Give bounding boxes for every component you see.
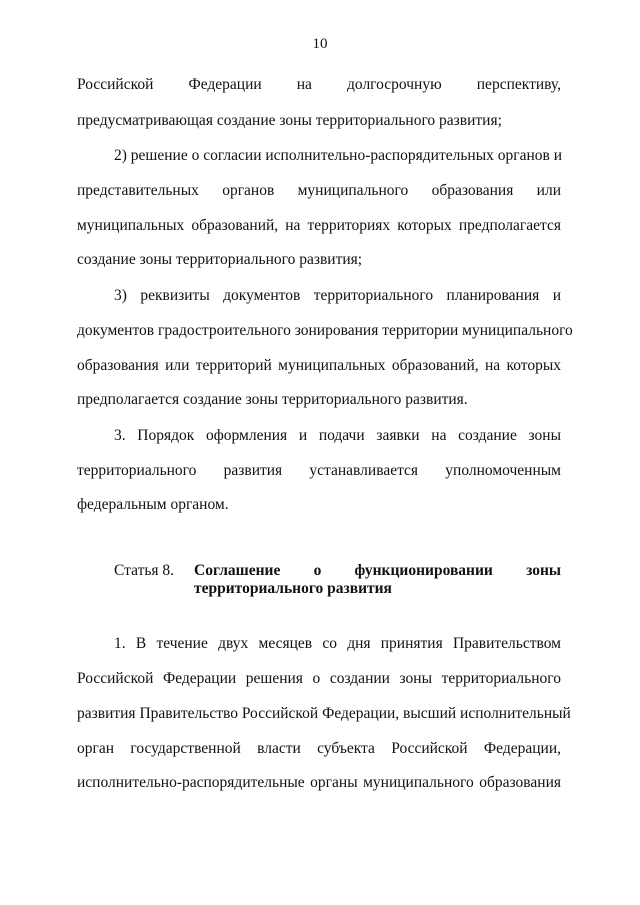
text-line: орган государственной власти субъекта Российской Федерации, (77, 740, 561, 757)
text-line: Российской Федерации на долгосрочную перспективу, (77, 76, 561, 93)
text-line: 2) решение о согласии исполнительно-распорядительных органов и (114, 147, 563, 164)
text-line: Российской Федерации решения о создании зоны территориального (77, 670, 561, 687)
page-number: 10 (312, 36, 328, 52)
text-line: территориального развития устанавливается уполномоченным (77, 462, 561, 479)
article-title-line1: Соглашение о функционировании зоны (194, 562, 561, 579)
text-line: создание зоны территориального развития; (77, 251, 363, 268)
text-line: образования или территорий муниципальных образований, на которых (77, 357, 561, 374)
text-line: развития Правительство Российской Федерации, высший исполнительный (77, 705, 571, 722)
text-line: федеральным органом. (77, 496, 229, 513)
text-line: представительных органов муниципального образования или (77, 182, 561, 199)
text-line: предусматривающая создание зоны территориального развития; (77, 112, 502, 129)
text-line: документов градостроительного зонирования территории муниципального (77, 322, 573, 339)
text-line: 1. В течение двух месяцев со дня принятия Правительством (114, 635, 561, 652)
text-line: предполагается создание зоны территориального развития. (77, 391, 468, 408)
text-line: муниципальных образований, на территориях которых предполагается (77, 217, 561, 234)
text-line: исполнительно-распорядительные органы муниципального образования (77, 774, 561, 791)
article-title-line2: территориального развития (194, 580, 392, 597)
text-line: 3) реквизиты документов территориального планирования и (114, 287, 561, 304)
article-number: Статья 8. (114, 562, 175, 579)
text-line: 3. Порядок оформления и подачи заявки на создание зоны (114, 427, 561, 444)
